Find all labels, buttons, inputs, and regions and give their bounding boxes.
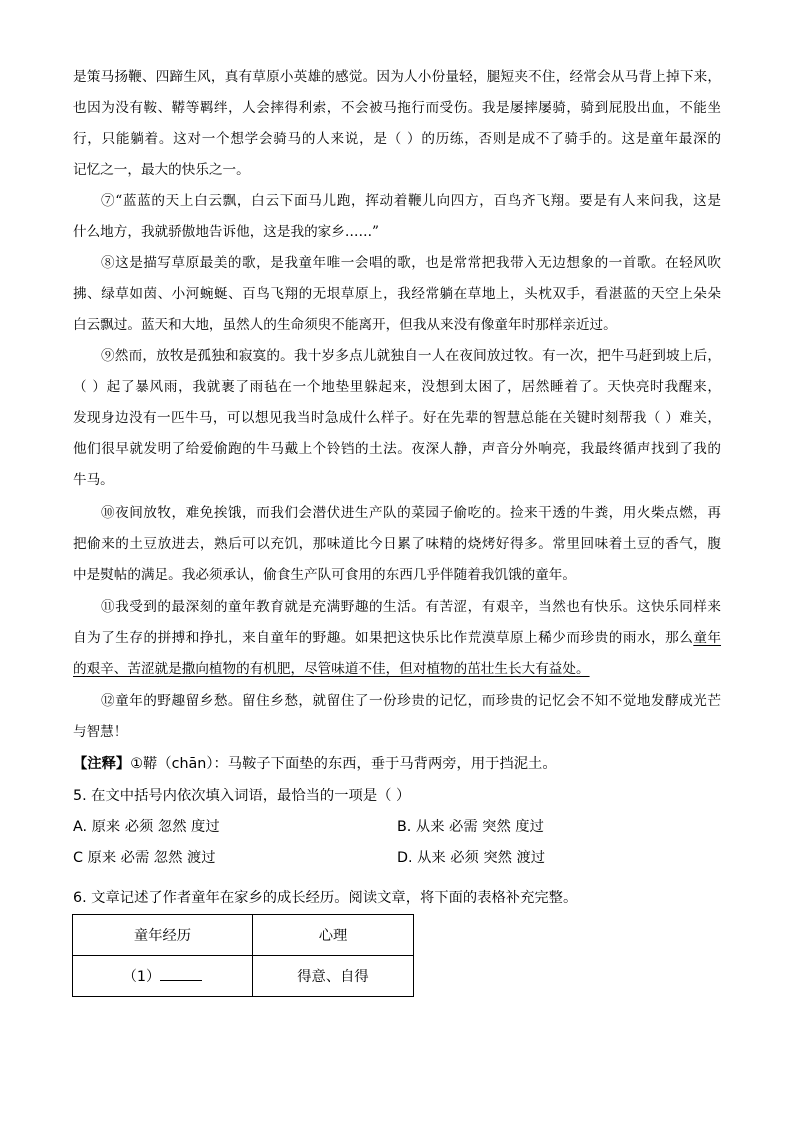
p7-line-1: ⑦“蓝蓝的天上白云飘，白云下面马儿跑，挥动着鞭儿向四方，百鸟齐飞翔。要是有人来问我，这是 [101,193,721,209]
p9-line-5: 牛马。 [73,472,114,488]
q5-option-d[interactable]: D. 从来 必须 突然 渡过 [397,850,546,866]
p12-line-1: ⑫童年的野趣留乡愁。留住乡愁，就留住了一份珍贵的记忆，而珍贵的记忆会不知不觉地发酵成光芒 [101,693,721,709]
p9-line-1: ⑨然而，放牧是孤独和寂寞的。我十岁多点儿就独自一人在夜间放过牧。有一次，把牛马赶到坡上后， [101,348,721,364]
p6-line-2: 也因为没有鞍、鞯等羁绊，人会摔得利索，不会被马拖行而受伤。我是屡摔屡骑，骑到屁股出血，不能坐 [73,100,721,116]
p10-line-3: 中是熨帖的满足。我必须承认，偷食生产队可食用的东西几乎伴随着我饥饿的童年。 [73,567,576,583]
q5-stem: 5. 在文中括号内依次填入词语，最恰当的一项是（ ） [73,788,411,804]
answer-blank[interactable] [160,966,202,981]
table-header-row [73,915,414,956]
p8-line-2: 拂、绿草如茵、小河蜿蜒、百鸟飞翔的无垠草原上，我经常躺在草地上，头枕双手，看湛蓝的天空上朵朵 [73,286,721,302]
table-header-cell: 心理 [253,915,414,956]
p10-line-1: ⑩夜间放牧，难免挨饿，而我们会潜伏进生产队的菜园子偷吃的。捡来干透的牛粪，用火柴点燃，再 [101,505,721,521]
experience-table [72,914,414,997]
q5-option-a[interactable]: A. 原来 必须 忽然 度过 [73,819,220,835]
q6-stem: 6. 文章记述了作者童年在家乡的成长经历。阅读文章，将下面的表格补充完整。 [73,890,578,906]
p7-line-2: 什么地方，我就骄傲地告诉他，这是我的家乡……” [73,224,380,240]
table-row [73,956,414,997]
table-cell-mind: 得意、自得 [253,956,414,997]
p8-line-1: ⑧这是描写草原最美的歌，是我童年唯一会唱的歌，也是常常把我带入无边想象的一首歌。在轻风吹 [101,255,721,271]
p11-underlined-start: 童年 [693,630,722,646]
p12-line-2: 与智慧！ [73,724,128,740]
table-header-cell: 童年经历 [73,915,253,956]
p9-line-3: 发现身边没有一匹牛马，可以想见我当时急成什么样子。好在先辈的智慧总能在关键时刻帮我（ ）难关， [73,410,721,426]
p11-line-2 [73,628,721,648]
annotation-note [73,754,557,774]
blank-label: （1） [122,969,161,985]
p11-line-1: ⑪我受到的最深刻的童年教育就是充满野趣的生活。有苦涩，有艰辛，当然也有快乐。这快乐同样来 [101,599,721,615]
note-label: 【注释】 [73,756,131,772]
p11-underlined-sentence: 的艰辛、苦涩就是撒向植物的有机肥，尽管味道不佳，但对植物的茁壮生长大有益处。 [73,661,590,677]
q5-option-c[interactable]: C 原来 必需 忽然 渡过 [73,850,216,866]
p11-line-2-text: 自为了生存的拼搏和挣扎，来自童年的野趣。如果把这快乐比作荒漠草原上稀少而珍贵的雨水，那么 [73,630,694,646]
p9-line-2: （ ）起了暴风雨，我就裹了雨毡在一个地垫里躲起来，没想到太困了，居然睡着了。天快亮时我醒来， [73,379,721,395]
p9-line-4: 他们很早就发明了给爱偷跑的牛马戴上个铃铛的土法。夜深人静，声音分外响亮，我最终循声找到了我的 [73,441,721,457]
p6-line-4: 记忆之一，最大的快乐之一。 [73,162,250,178]
q5-option-b[interactable]: B. 从来 必需 突然 度过 [397,819,544,835]
p6-line-1: 是策马扬鞭、四蹄生风，真有草原小英雄的感觉。因为人小份量轻，腿短夹不住，经常会从马背上掉下来， [73,69,721,85]
p6-line-3: 行，只能躺着。这对一个想学会骑马的人来说，是（ ）的历练，否则是成不了骑手的。这是童年最深的 [73,131,721,147]
note-text: ①鞯（chān）：马鞍子下面垫的东西，垂于马背两旁，用于挡泥土。 [130,756,557,772]
table-cell-experience[interactable] [73,956,253,997]
p8-line-3: 白云飘过。蓝天和大地，虽然人的生命须臾不能离开，但我从来没有像童年时那样亲近过。 [73,317,617,333]
p10-line-2: 把偷来的土豆放进去，熟后可以充饥，那味道比今日累了味精的烧烤好得多。常里回味着土豆的香气，腹 [73,536,721,552]
p11-line-3 [73,659,590,679]
